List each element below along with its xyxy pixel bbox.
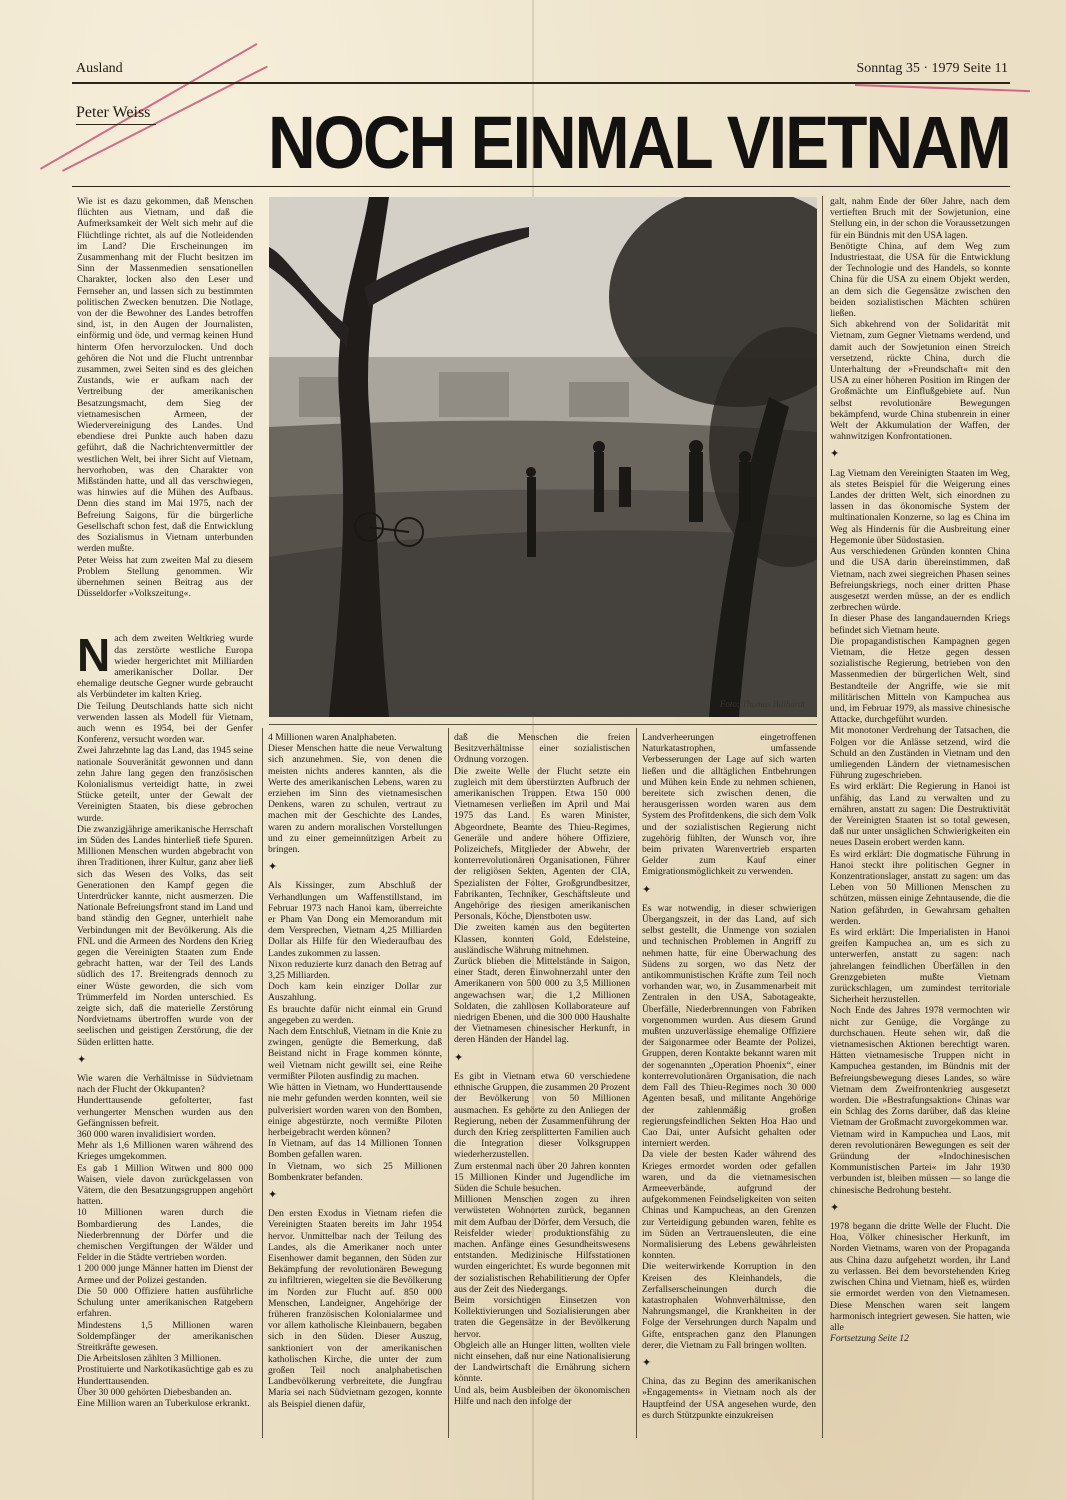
body-paragraph: Es war notwendig, in dieser schwierigen Übergangszeit, in der das Land, auf sich selbst gestellt, die Unmenge von sozialen und technischen Problemen in Angriff zu nehmen hatte, für eine Überwachung des Südens zu sorgen, wo das Netz der antikommunistischen Kräfte zum Teil noch vorhanden war, wo, in Zusammenarbeit mit Zentralen in den USA, Sabotageakte, Überfälle, Niederbrennungen von Fabriken vorgenommen wurden. Aus diesem Grund mußten unzuverlässige ehemalige Offiziere der Saigonarmee oder Beamte der Polizei, Gruppen, deren Kontakte bekannt waren mit der sogenannten „Operation Phoenix“, einer konterrevolutionären Organisation, die nach dem Fall des Thieu-Regimes noch 30 000 Agenten besaß, und militante Angehörige der zahlenmäßig großen regierungsfeindlichen Sekten Hoa Hao und Cao Dai, unter Aufsicht gehalten oder interniert werden. Da viele der besten Kader während des Krieges ermordet worden oder gefallen waren, und da die vietnamesischen Armeeverbände, aufgrund der aufgekommenen Feindseligkeiten von seiten Chinas und Kampucheas, an den Grenzen zur Verteidigung gebunden waren, fehlte es im Süden an Vertrauensleuten, die eine Normalisierung des Lebens gewährleisten konnten. Die weiterwirkende Korruption in den Kreisen des Kleinhandels, die Zerfallserscheinungen durch die katastrophalen Wohnverhältnisse, den Nahrungsmangel, die Krankheiten in der Folge der Versehrungen durch Napalm und Gifte, entsprachen ganz den Planungen derer, die Vietnam zu Fall bringen wollten. bbox=[642, 902, 816, 1351]
photo-image bbox=[269, 197, 817, 717]
headline: NOCH EINMAL VIETNAM bbox=[268, 100, 1010, 184]
body-paragraph: daß die Menschen die freien Besitzverhältnisse einer sozialistischen Ordnung vorzogen. Die zweite Welle der Flucht setzte ein zugleich mit dem überstürzten Aufbruch der amerikanischen Truppen. Etwa 150 000 Vietnamesen verließen im April und Mai 1975 das Land. Es waren Minister, Abgeordnete, Beamte des Thieu-Regimes, Generäle und andere höhere Offiziere, Polizeichefs, Mitglieder der Abwehr, der konterrevolutionären Organisationen, Führer der religiösen Sekten, Agenten der CIA, Spezialisten der Folter, Großgrundbesitzer, Fabrikanten, Techniker, Geschäftsleute und Angehörige des riesigen amerikanischen Personals, Köche, Dienstboten usw. Die zweiten kamen aus den begüterten Klassen, konnten Gold, Edelsteine, ausländische Währung mitnehmen. Zurück blieben die Mittelstände in Saigon, einer Stadt, deren Einwohnerzahl unter den Amerikanern von 500 000 zu 3,5 Millionen angewachsen war, die 1,2 Millionen Soldaten, die zahllosen Kollaborateure auf niedrigen Ebenen, und die 300 000 Haushalte der Vietnamesen chinesischer Herkunft, in deren Händen der Handel lag. bbox=[454, 732, 630, 1046]
column-2 bbox=[268, 732, 442, 1438]
body-paragraph: Wie waren die Verhältnisse in Südvietnam nach der Flucht der Okkupanten? Hunderttausende gefolterter, fast verhungerter Menschen wurden aus den Gefängnissen befreit. 360 000 waren invalidisiert worden. Mehr als 1,6 Millionen waren während des Krieges umgekommen. Es gab 1 Million Witwen und 800 000 Waisen, viele davon zurückgelassen von Vätern, die den Besatzungsgruppen angehört hatten. 10 Millionen waren durch die Bombardierung des Landes, die Niederbrennung der Dörfer und die chemischen Vergiftungen der Wälder und Felder in die Städte vertrieben worden. 1 200 000 junge Männer hatten im Dienst der Armee und der Polizei gestanden. Die 50 000 Offiziere hatten ausführliche Schulung unter amerikanischen Ratgebern erfahren. Mindestens 1,5 Millionen waren Soldempfänger der amerikanischen Streitkräfte gewesen. Die Arbeitslosen zählten 3 Millionen. Prostituierte und Narkotikasüchtige gab es zu Hunderttausenden. Über 30 000 gehörten Diebesbanden an. Eine Million waren an Tuberkulose erkrankt. bbox=[77, 1073, 253, 1409]
header-rule bbox=[72, 82, 1010, 84]
body-paragraph: Als Kissinger, zum Abschluß der Verhandlungen um Waffenstillstand, im Februar 1973 nach Hanoi kam, überreichte er Pham Van Dong ein Memorandum mit dem Versprechen, Vietnam 4,25 Milliarden Dollar als Hilfe für den Wiederaufbau des Landes zukommen zu lassen. Nixon reduzierte kurz danach den Betrag auf 3,25 Milliarden. Doch kam kein einziger Dollar zur Auszahlung. Es brauchte dafür nicht einmal ein Grund angegeben zu werden. Nach dem Entschluß, Vietnam in die Knie zu zwingen, genügte die Bemerkung, daß Beistand nicht in Frage kommen könnte, weil Vietnam nicht gewillt sei, eine Reihe vermißter Piloten ausfindig zu machen. Wie hätten in Vietnam, wo Hunderttausende nie mehr gefunden werden konnten, weil sie pulverisiert worden waren von den Bomben, einige abgestürzte, noch vermißte Piloten herbeigebracht werden können? In Vietnam, auf das 14 Millionen Tonnen Bomben gefallen waren. In Vietnam, wo sich 25 Millionen Bombenkrater befanden. bbox=[268, 880, 442, 1183]
section-separator: ✦ bbox=[268, 1188, 278, 1201]
body-text: ach dem zweiten Weltkrieg wurde das zerstörte westliche Europa wieder hergerichtet mit Milliarden amerikanischer Dollar. Der ehemalige deutsche Gegner wurde gebraucht als Verbündeter im kalten Krieg. Die Teilung Deutschlands hatte sich nicht verwenden lassen als Modell für Vietnam, auch wenn es 1954, bei der Genfer Konferenz, versucht worden war. Zwei Jahrzehnte lag das Land, das 1945 seine nationale Souveränität gewonnen und dann zehn Jahre lang gegen den französischen Kolonialismus verteidigt hatte, in zwei Stücke geteilt, unter der Gewalt der Vereinigten Staaten, bis diese gebrochen wurde. Die zwanzigjährige amerikanische Herrschaft im Süden des Landes hinterließ tiefe Spuren. Millionen Menschen wurden abgebracht von ihren Traditionen, ihrer Kultur, ganz aber ließ sich das Wesen des Volks, das seit Generationen den Kampf gegen die Unterdrücker kannte, nicht ausmerzen. Die Nationale Befreiungsfront stand im Land und band ständig den Gegner, unterhielt nahe Verbindungen mit der Bevölkerung. Als die FNL und die Armeen des Nordens den Krieg gegen die Vereinigten Staaten zum Ende gebracht hatten, war der Teil des Lands südlich des 17. Breitengrads dennoch zu einer Wüste geworden, die sich vom Trümmerfeld im Norden unterschied. Es zeigte sich, daß die materielle Zerstörung Nordvietnams übertroffen wurde von der seelischen und geistigen Zerstörung, die der Süden erlitten hatte. bbox=[77, 633, 253, 1048]
column-rule bbox=[262, 728, 263, 1438]
body-paragraph: galt, nahm Ende der 60er Jahre, nach dem vertieften Bruch mit der Sowjetunion, eine Stellung ein, in der schon die Voraussetzungen für ein Bündnis mit den USA lagen. Benötigte China, auf dem Weg zum Industriestaat, die USA für die Entwicklung der Technologie und des Handels, so konnte China für die USA zu einem Objekt werden, an dem sich die Gegensätze zwischen den beiden sozialistischen Mächten schüren ließen. Sich abkehrend von der Solidarität mit Vietnam, zum Gegner Vietnams werdend, und damit auch der Sowjetunion einen Streich versetzend, rückte China, durch die Unterhaltung der »Freundschaft« mit den USA zu einer höheren Position im Ringen der Großmächte um Einflußgebiete auf. Nun selbst revolutionäre Bewegungen bekämpfend, wurde China stubenrein in einer Welt der Akkumulation der Waffen, der wahnwitzigen Konfrontationen. bbox=[830, 196, 1010, 443]
drop-cap: N bbox=[77, 629, 111, 682]
author-rule bbox=[76, 124, 156, 125]
column-rule bbox=[822, 196, 823, 1438]
section-separator: ✦ bbox=[642, 883, 652, 896]
section-separator: ✦ bbox=[642, 1356, 652, 1369]
column-5 bbox=[830, 196, 1010, 1438]
body-paragraph bbox=[77, 629, 253, 1048]
section-separator: ✦ bbox=[77, 1053, 87, 1066]
column-4 bbox=[642, 732, 816, 1438]
continuation-note: Fortsetzung Seite 12 bbox=[830, 1333, 909, 1345]
body-paragraph: 1978 begann die dritte Welle der Flucht. Die Hoa, Völker chinesischer Herkunft, im Norden Vietnams, waren von der Propaganda aus China dazu aufgehetzt worden, ihr Land zu verlassen. Bei dem bevorstehenden Krieg zwischen China und Vietnam, hieß es, würden sie ermordet werden von den Vietnamesen. Diese Menschen waren seit langem harmonisch integriert gewesen. Sie hatten, wie alle bbox=[830, 1221, 1010, 1333]
intro-paragraph: Wie ist es dazu gekommen, daß Menschen flüchten aus Vietnam, und daß die Aufmerksamkeit der Welt sich mehr auf die Flüchtlinge richtet, als auf die Notleidenden im Land? Die Erscheinungen im Zusammenhang mit der Flucht besitzen im Sinn der Massenmedien sensationellen Charakter, locken also den Leser und Fernseher an, und lassen sich zu bestimmten politischen Zwecken benutzen. Die Notlage, von der die Bewohner des Landes betroffen sind, ist, in den Augen der Journalisten, einförmig und öde, und vermag keinen Hund hinterm Ofen hervorzulocken. Und doch gehören die Not und die Flucht untrennbar zusammen, zwei Seiten sind es des gleichen Zustands, wie er aufkam nach der Vertreibung der amerikanischen Besatzungsmacht, dem Sieg der vietnamesischen Armeen, der Wiedervereinigung des Landes. Und ebendiese drei Punkte auch haben dazu geführt, daß die Nachrichtenvermittler der westlichen Welt, bei ihrer Sicht auf Vietnam, hervorhoben, was den Charakter von Mißständen hatte, und all das verschwiegen, was hinwies auf die Mühen des Aufbaus. Denn dies stand im Mai 1975, nach der Befreiung Saigons, für die bürgerliche Gesellschaft schon fest, daß die Entwicklung des Sozialismus in Vietnam unterbunden werden mußte. bbox=[77, 196, 253, 555]
photo-rule bbox=[269, 724, 817, 725]
body-paragraph: Den ersten Exodus in Vietnam riefen die Vereinigten Staaten bereits im Jahr 1954 hervor. Unmittelbar nach der Teilung des Landes, als die Amerikaner noch unter Eisenhower damit begannen, den Süden zur Bekämpfung der revolutionären Bewegung zu infiltrieren, wiegelten sie die Bevölkerung im Norden zur Flucht auf. 850 000 Menschen, Landeigner, Angehörige der früheren französischen Kolonialarmee und vor allem katholische Kleinbauern, begaben sich in den Süden. Dieser Auszug, sanktioniert von der amerikanischen katholischen Kirche, die unter der zum großen Teil noch analphabetischen Landbevölkerung verbreitete, die Jungfrau Maria sei nach Südvietnam gezogen, konnte als Beispiel dienen dafür, bbox=[268, 1208, 442, 1410]
column-rule bbox=[448, 728, 449, 1438]
title-rule bbox=[72, 186, 1010, 187]
section-separator: ✦ bbox=[268, 861, 278, 874]
author-name: Peter Weiss bbox=[76, 104, 151, 121]
editor-note: Peter Weiss hat zum zweiten Mal zu diesem Problem Stellung genommen. Wir übernehmen seinen Beitrag aus der Düsseldorfer »Volkszeitung«. bbox=[77, 554, 253, 600]
section-separator: ✦ bbox=[454, 1051, 464, 1064]
body-paragraph: China, das zu Beginn des amerikanischen »Engagements« in Vietnam noch als der Hauptfeind der USA angesehen wurde, den es durch Stützpunkte einzukreisen bbox=[642, 1376, 816, 1421]
body-paragraph: Es gibt in Vietnam etwa 60 verschiedene ethnische Gruppen, die zusammen 20 Prozent der Bevölkerung von 50 Millionen ausmachen. Es gehörte zu den Anliegen der Regierung, neben der Zusammenführung der durch den Krieg zersplitterten Familien auch die Integration dieser Volksgruppen wiederherzustellen. Zum erstenmal nach über 20 Jahren konnten 15 Millionen Kinder und Jugendliche im Süden die Schule besuchen. Millionen Menschen zogen zu ihren verwüsteten Wohnorten zurück, begannen mit dem Aufbau der Dörfer, dem Versuch, die Reisfelder wieder produktionsfähig zu machen. Anfänge eines Gesundheitswesens entstanden. Medizinische Hilfsstationen wurden eingerichtet. Es wurde begonnen mit der sozialistischen Rehabilitierung der Opfer aus der Zeit des Niedergangs. Beim vorsichtigen Einsetzen von Kollektivierungen und Sozialisierungen aber traten die Gegensätze in der Bevölkerung hervor. Obgleich alle an Hunger litten, wollten viele nicht einsehen, daß nur eine Nationalisierung der Landwirtschaft die Ernährung sichern könnte. Und als, beim Ausbleiben der ökonomischen Hilfe und nach den infolge der bbox=[454, 1070, 630, 1407]
section-separator: ✦ bbox=[830, 448, 840, 461]
column-1 bbox=[77, 196, 253, 1438]
photo-credit: Foto: Thomas Billhardt bbox=[719, 699, 805, 709]
column-3 bbox=[454, 732, 630, 1438]
column-rule bbox=[636, 728, 637, 1438]
body-paragraph: Lag Vietnam den Vereinigten Staaten im Weg, als stetes Beispiel für die Weigerung eines Landes der dritten Welt, sich einordnen zu lassen in das ökonomische System der multinationalen Konzerne, so lag es China im Weg als Hindernis für die Ausbreitung einer Hegemonie über Südostasien. Aus verschiedenen Gründen konnten China und die USA darin übereinstimmen, daß Vietnam, nach zwei siegreichen Phasen seines Befreiungskriegs, noch einer dritten Phase ausgesetzt werden müsse, an der es endlich zerbrechen würde. In dieser Phase des langandauernden Kriegs befindet sich Vietnam heute. Die propagandistischen Kampagnen gegen Vietnam, die Hetze gegen dessen sozialistische Regierung, betrieben von den Massenmedien der bürgerlichen Welt, sind Bestandteile der Angriffe, wie sie mit militärischen Mitteln von Kampuchea aus und, im Februar 1979, als massive chinesische Attacke, durchgeführt wurden. Mit monotoner Verdrehung der Tatsachen, die Folgen vor die Anlässe setzend, wird die Schuld an den Zuständen in Vietnam und den umliegenden Ländern der vietnamesischen Führung zugeschrieben. Es wird erklärt: Die Regierung in Hanoi ist unfähig, das Land zu verwalten und zu ernähren, anstatt zu sagen: Die Destruktivität der Vereinigten Staaten ist so total gewesen, daß nur unter unsäglichen Schwierigkeiten ein neues Dasein erobert werden kann. Es wird erklärt: Die dogmatische Führung in Hanoi steckt ihre politischen Gegner in Konzentrationslager, anstatt zu sagen: um das Leben von 50 Millionen Menschen zu schützen, müssen einige Zehntausende, die die Nation gefährden, in Gewahrsam gehalten werden. Es wird erklärt: Die Imperialisten in Hanoi greifen Kampuchea an, um es sich zu unterwerfen, anstatt zu sagen: nach jahrelangen feindlichen Überfällen in den Grenzgebieten mußte Vietnam zurückschlagen, um zumindest territoriale Sicherheit herzustellen. Noch Ende des Jahres 1978 vermochten wir nicht zur Genüge, die Vorgänge zu durchschauen. Heute sehen wir, daß die vietnamesischen Aktionen berechtigt waren. Hätten vietnamesische Truppen nicht in Kampuchea gestanden, im Bündnis mit der Befreiungsbewegung dieses Landes, so wäre Vietnam dem Zweifrontenkrieg ausgesetzt worden. Die »Bestrafungsaktion« Chinas war ein Schlag des Zorns darüber, daß das kleine Vietnam der Großmacht zuvorgekommen war. Vietnam wird in Kampuchea und Laos, mit deren revolutionären Bewegungen es seit der Gründung der »Indochinesischen Kommunistischen Partei« im Jahr 1930 verbunden ist, bleiben müssen — so lange die chinesische Bedrohung besteht. bbox=[830, 467, 1010, 1196]
date-page-label: Sonntag 35 · 1979 Seite 11 bbox=[856, 61, 1008, 76]
body-paragraph: Landverheerungen eingetroffenen Naturkatastrophen, umfassende Verbesserungen der Lage auf sich warten ließen und die alltäglichen Entbehrungen und Mühen kein Ende zu nehmen schienen, bereitete sich zwischen denen, die herausgerissen worden waren aus dem System des Profitdenkens, die sich dem Volk und der sozialistischen Regierung nicht zugehörig fühlten, der Wunsch vor, ihre beim privaten Warenvertrieb ersparten Gelder zum Kauf einer Emigrationsmöglichkeit zu verwenden. bbox=[642, 732, 816, 878]
section-label: Ausland bbox=[76, 61, 123, 76]
article-photo bbox=[269, 197, 817, 717]
section-separator: ✦ bbox=[830, 1201, 840, 1214]
body-paragraph: 4 Millionen waren Analphabeten. Dieser Menschen hatte die neue Verwaltung sich anzunehmen. Sie, von denen die meisten nichts anderes kannten, als die Werte des amerikanischen Lebens, waren zu erziehen im Sinn des vietnamesischen Denkens, waren zu schulen, vertraut zu machen mit der Geschichte des Landes, waren zu andern moralischen Vorstellungen und zu einer gemeinnützigen Arbeit zu bringen. bbox=[268, 732, 442, 856]
